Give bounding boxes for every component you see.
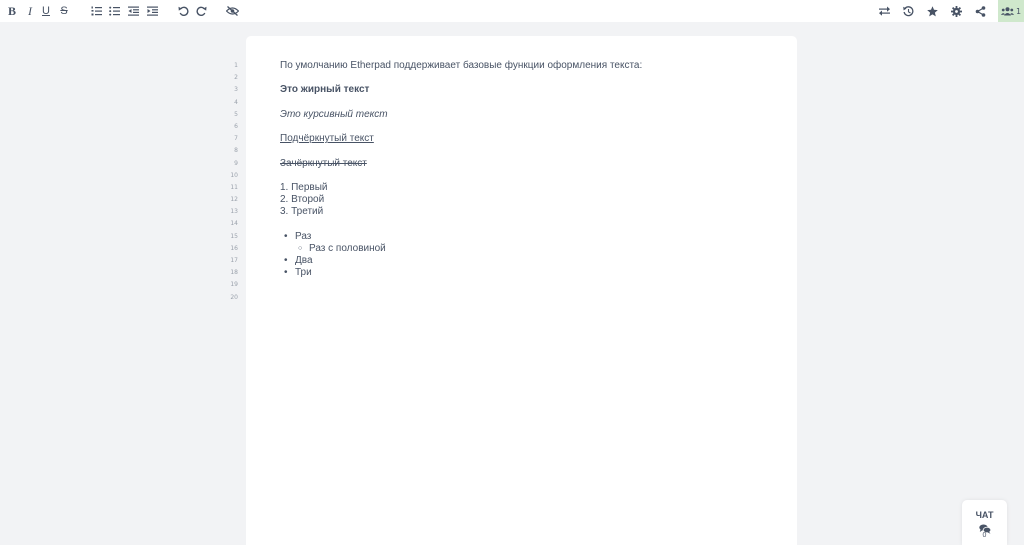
line-number: 8 <box>234 147 238 155</box>
chat-count: 0 <box>982 532 987 539</box>
ordered-list-item[interactable]: 3. Третий <box>280 206 324 218</box>
line-number: 2 <box>234 74 238 82</box>
line-number: 13 <box>230 208 238 216</box>
editor-content[interactable] <box>280 60 780 304</box>
underlined-text: Подчёркнутый текст <box>280 133 374 145</box>
line-number: 18 <box>230 269 238 277</box>
line-number: 20 <box>230 293 238 301</box>
line-number: 15 <box>230 232 238 240</box>
toolbar <box>0 0 1024 22</box>
bullet-list-item[interactable]: • Два <box>280 255 780 267</box>
ordered-list-item[interactable]: 2. Второй <box>280 194 325 206</box>
underline-button[interactable]: U <box>42 5 50 17</box>
indent-icon <box>147 6 158 16</box>
users-count: 1 <box>1016 6 1022 16</box>
redo-button[interactable] <box>194 3 208 19</box>
editor-line-strikethrough[interactable] <box>280 158 780 170</box>
undo-button[interactable] <box>176 3 190 19</box>
line-number: 12 <box>230 196 238 204</box>
unordered-list-icon <box>109 6 120 16</box>
chat-button[interactable] <box>962 500 1007 545</box>
indent-button[interactable] <box>145 3 159 19</box>
line-number: 1 <box>234 62 238 69</box>
editor-line-empty[interactable] <box>280 72 780 84</box>
users-icon <box>1001 7 1014 16</box>
editor-line-italic[interactable]: Это курсивный текст <box>280 108 388 120</box>
clear-authorship-icon <box>226 6 239 16</box>
bold-button[interactable]: B <box>7 3 16 18</box>
editor-line-empty[interactable] <box>280 170 780 182</box>
line-number: 16 <box>230 244 238 252</box>
star-icon <box>927 6 938 17</box>
outdent-button[interactable] <box>126 3 140 19</box>
line-number: 4 <box>234 98 238 106</box>
redo-icon <box>196 6 207 16</box>
line-number: 9 <box>234 159 238 167</box>
strikethrough-text: Зачёркнутый текст <box>280 157 367 169</box>
line-number: 11 <box>230 183 238 191</box>
bullet-list-subitem[interactable]: ○ Раз с половиной <box>280 243 780 255</box>
import-export-icon <box>879 6 890 16</box>
unordered-list-button[interactable] <box>107 3 121 19</box>
line-number: 3 <box>234 86 238 94</box>
bullet-list-item[interactable]: • Три <box>280 267 780 279</box>
users-button[interactable] <box>998 0 1024 22</box>
share-icon <box>975 6 986 17</box>
line-number: 14 <box>230 220 238 228</box>
editor-line-empty[interactable] <box>280 145 780 157</box>
chat-icon <box>979 521 991 531</box>
editor-line-empty[interactable] <box>280 279 780 291</box>
line-number: 19 <box>230 281 238 289</box>
ordered-list-item[interactable]: 1. Первый <box>280 181 328 193</box>
editor-line-intro[interactable]: По умолчанию Etherpad поддерживает базовые функции оформления текста: <box>280 60 643 71</box>
italic-button[interactable]: I <box>28 3 32 18</box>
editor-line-underline[interactable] <box>280 133 780 145</box>
line-number: 5 <box>234 110 238 118</box>
editor-line-bold[interactable]: Это жирный текст <box>280 84 370 96</box>
timeslider-button[interactable] <box>901 3 915 19</box>
undo-icon <box>178 6 189 16</box>
share-button[interactable] <box>973 3 987 19</box>
bullet-list-item[interactable]: • Раз <box>280 231 780 243</box>
star-button[interactable] <box>925 3 939 19</box>
editor-line-empty[interactable] <box>280 218 780 230</box>
ordered-list-icon <box>91 6 102 16</box>
ordered-list-button[interactable] <box>89 3 103 19</box>
timeslider-icon <box>903 6 914 17</box>
strikethrough-button[interactable]: S <box>60 5 68 17</box>
import-export-button[interactable] <box>877 3 891 19</box>
line-number: 6 <box>234 122 238 130</box>
line-number: 17 <box>230 257 238 264</box>
settings-button[interactable] <box>949 3 963 19</box>
editor-line-empty[interactable] <box>280 292 780 304</box>
editor-line-empty[interactable] <box>280 97 780 109</box>
settings-icon <box>951 6 962 17</box>
line-number: 10 <box>230 171 238 179</box>
line-number: 7 <box>234 135 238 143</box>
outdent-icon <box>128 6 139 16</box>
line-numbers <box>222 60 238 304</box>
chat-label: ЧАТ <box>975 510 994 520</box>
editor-line-empty[interactable] <box>280 121 780 133</box>
clear-authorship-button[interactable] <box>225 3 239 19</box>
